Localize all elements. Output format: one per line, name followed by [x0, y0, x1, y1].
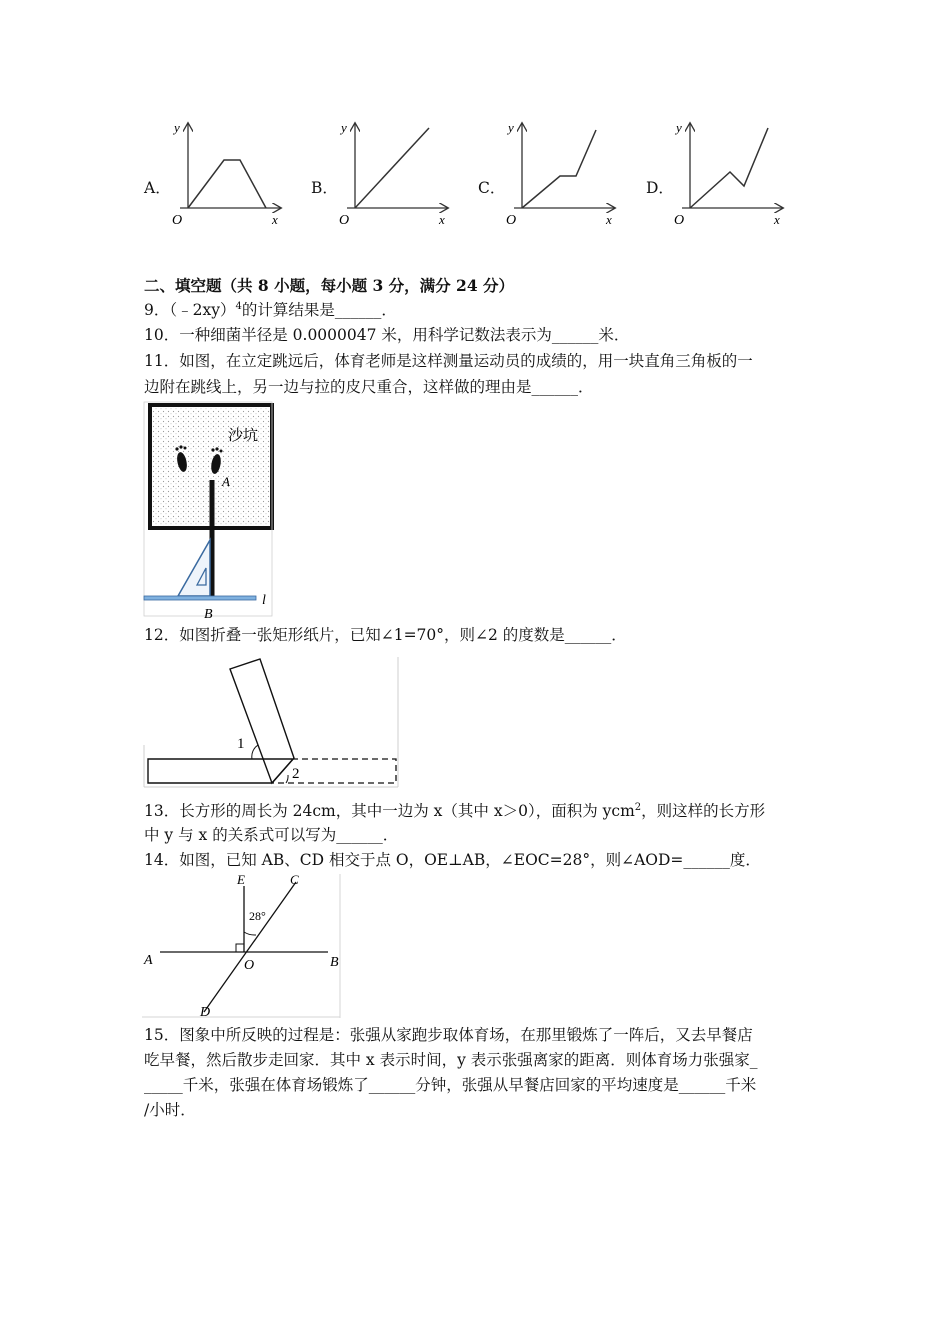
axis-label-y: y: [341, 120, 347, 135]
point-a-label: A: [222, 474, 230, 489]
origin-label: O: [339, 213, 350, 228]
axis-label-y: y: [676, 120, 682, 135]
point-e-label: E: [237, 872, 245, 887]
option-a-graph: [168, 110, 308, 230]
angle-label: 28°: [249, 909, 266, 923]
folded-strip: [230, 659, 294, 783]
question-13-pre: 13．长方形的周长为 24cm，其中一边为 x（其中 x＞0），面积为 ycm: [144, 802, 635, 820]
question-13-post: ，则这样的长方形: [641, 802, 766, 820]
option-c-graph: [502, 110, 642, 230]
question-9-post: 的计算结果是______．: [241, 301, 397, 319]
graph-line: [355, 128, 429, 208]
angle-2-arc: [286, 775, 288, 783]
question-10: 10．一种细菌半径是 0.0000047 米，用科学记数法表示为______米．: [144, 326, 630, 344]
axis-label-x: x: [606, 212, 612, 227]
point-a-label: A: [144, 953, 153, 968]
point-b-label: B: [330, 955, 339, 970]
origin-label: O: [506, 213, 517, 228]
axis-label-x: x: [439, 212, 445, 227]
point-o-label: O: [244, 958, 255, 973]
question-15-line3: _____千米，张强在体育场锻炼了______分钟，张强从早餐店回家的平均速度是______千米: [144, 1076, 757, 1094]
question-12: 12．如图折叠一张矩形纸片，已知∠1=70°，则∠2 的度数是______．: [144, 626, 627, 644]
angle-1-label: 1: [237, 736, 245, 752]
right-angle-mark: [236, 944, 244, 952]
question-13-exponent: 2: [634, 802, 642, 813]
option-b-graph: [335, 110, 475, 230]
option-d-letter: D．: [646, 179, 674, 197]
point-c-label: C: [290, 872, 299, 887]
axis-label-x: x: [774, 212, 780, 227]
question-11-line2: 边附在跳线上，另一边与拉的皮尺重合，这样做的理由是______．: [144, 378, 594, 396]
point-d-label: D: [200, 1005, 211, 1020]
sandpit-label: 沙坑: [228, 428, 259, 444]
graph-line: [522, 130, 596, 208]
question-13-line1: [144, 799, 765, 823]
jump-line: [144, 596, 256, 600]
question-9: [144, 298, 397, 322]
origin-label: O: [172, 213, 183, 228]
option-d-graph: [670, 110, 810, 230]
angle-2-label: 2: [292, 766, 300, 782]
option-b-letter: B．: [311, 179, 338, 197]
axis-label-y: y: [508, 120, 514, 135]
question-13-line2: 中 y 与 x 的关系式可以写为______．: [144, 826, 399, 844]
option-c-letter: C．: [478, 179, 506, 197]
question-14: 14．如图，已知 AB、CD 相交于点 O，OE⊥AB，∠EOC=28°，则∠AOD=______度．: [144, 851, 761, 869]
point-b-label: B: [204, 607, 213, 622]
angle-1-arc: [252, 745, 258, 759]
question-15-line4: /小时．: [144, 1101, 196, 1119]
line-l-label: l: [262, 593, 266, 608]
line-cd: [204, 882, 296, 1012]
triangle-ruler: [178, 540, 210, 596]
question-15-line1: 15．图象中所反映的过程是：张强从家跑步取体育场，在那里锻炼了一阵后，又去早餐店: [144, 1026, 753, 1044]
option-a-letter: A．: [144, 179, 171, 197]
graph-line: [690, 128, 768, 208]
figure-long-jump: [142, 400, 282, 622]
figure-intersecting-lines: [140, 872, 344, 1020]
question-9-pre: 9．（﹣2xy）: [144, 301, 236, 319]
axis-label-y: y: [174, 120, 180, 135]
question-9-exponent: 4: [235, 301, 242, 312]
graph-line: [188, 160, 266, 208]
section-title: 二、填空题（共 8 小题，每小题 3 分，满分 24 分）: [144, 276, 515, 295]
axis-label-x: x: [272, 212, 278, 227]
figure-folded-paper: [142, 655, 402, 789]
question-15-line2: 吃早餐，然后散步走回家．其中 x 表示时间，y 表示张强离家的距离．则体育场力张强家_: [144, 1051, 758, 1069]
origin-label: O: [674, 213, 685, 228]
angle-eoc-arc: [244, 932, 256, 935]
question-11-line1: 11．如图，在立定跳远后，体育老师是这样测量运动员的成绩的，用一块直角三角板的一: [144, 352, 753, 370]
